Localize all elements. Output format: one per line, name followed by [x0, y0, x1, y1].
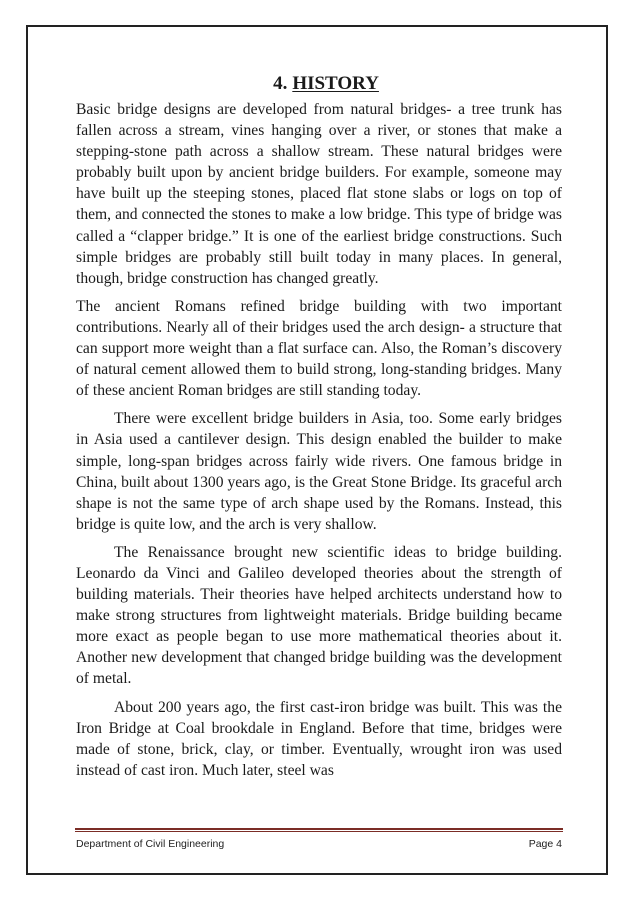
footer-rule-thin: [75, 831, 563, 832]
paragraph-cast-iron: About 200 years ago, the first cast-iron bridge was built. This was the Iron Bridge at Coal brookdale in England. Before that time, bridges were made of stone, brick, clay, or timber. Eventually, wrought iron was used instead of cast iron. Much later, steel was: [76, 698, 562, 779]
paragraph-renaissance: The Renaissance brought new scientific ideas to bridge building. Leonardo da Vinci and Galileo developed theories about the strength of building materials. Their theories have helped architects understand how to make strong structures from lightweight materials. Bridge building became more exact as people began to use more mathematical theories about it. Another new development that changed bridge building was the development of metal.: [76, 543, 562, 688]
paragraph-asia: There were excellent bridge builders in Asia, too. Some early bridges in Asia used a cantilever design. This design enabled the builder to make simple, long-span bridges across fairly wide rivers. One famous bridge in China, built about 1300 years ago, is the Great Stone Bridge. Its graceful arch shape is not the same type of arch shape used by the Romans. Instead, this bridge is quite low, and the arch is very shallow.: [76, 410, 562, 533]
footer-department: Department of Civil Engineering: [76, 838, 225, 850]
section-title: HISTORY: [292, 73, 379, 94]
footer-rule: [75, 828, 563, 830]
section-heading: [76, 72, 562, 96]
footer-page-number: Page 4: [528, 838, 562, 850]
paragraph-romans: The ancient Romans refined bridge building with two important contributions. Nearly all of their bridges used the arch design- a structure that can support more weight than a flat surface can. Also, the Roman’s discovery of natural cement allowed them to build strong, long-standing bridges. Many of these ancient Roman bridges are still standing today.: [76, 297, 562, 400]
document-body: [76, 72, 562, 788]
section-number: 4.: [273, 73, 288, 94]
paragraph-natural-bridges: Basic bridge designs are developed from natural bridges- a tree trunk has fallen across a stream, vines hanging over a river, or stones that make a stepping-stone path across a shallow stream. These natural bridges were probably built upon by ancient bridge builders. For example, someone may have built up the steeping stones, placed flat stone slabs or logs on top of them, and connected the stones to make a low bridge. This type of bridge was called a “clapper bridge.” It is one of the earliest bridge constructions. Such simple bridges are probably still built today in many places. In general, though, bridge construction has changed greatly.: [76, 101, 562, 287]
